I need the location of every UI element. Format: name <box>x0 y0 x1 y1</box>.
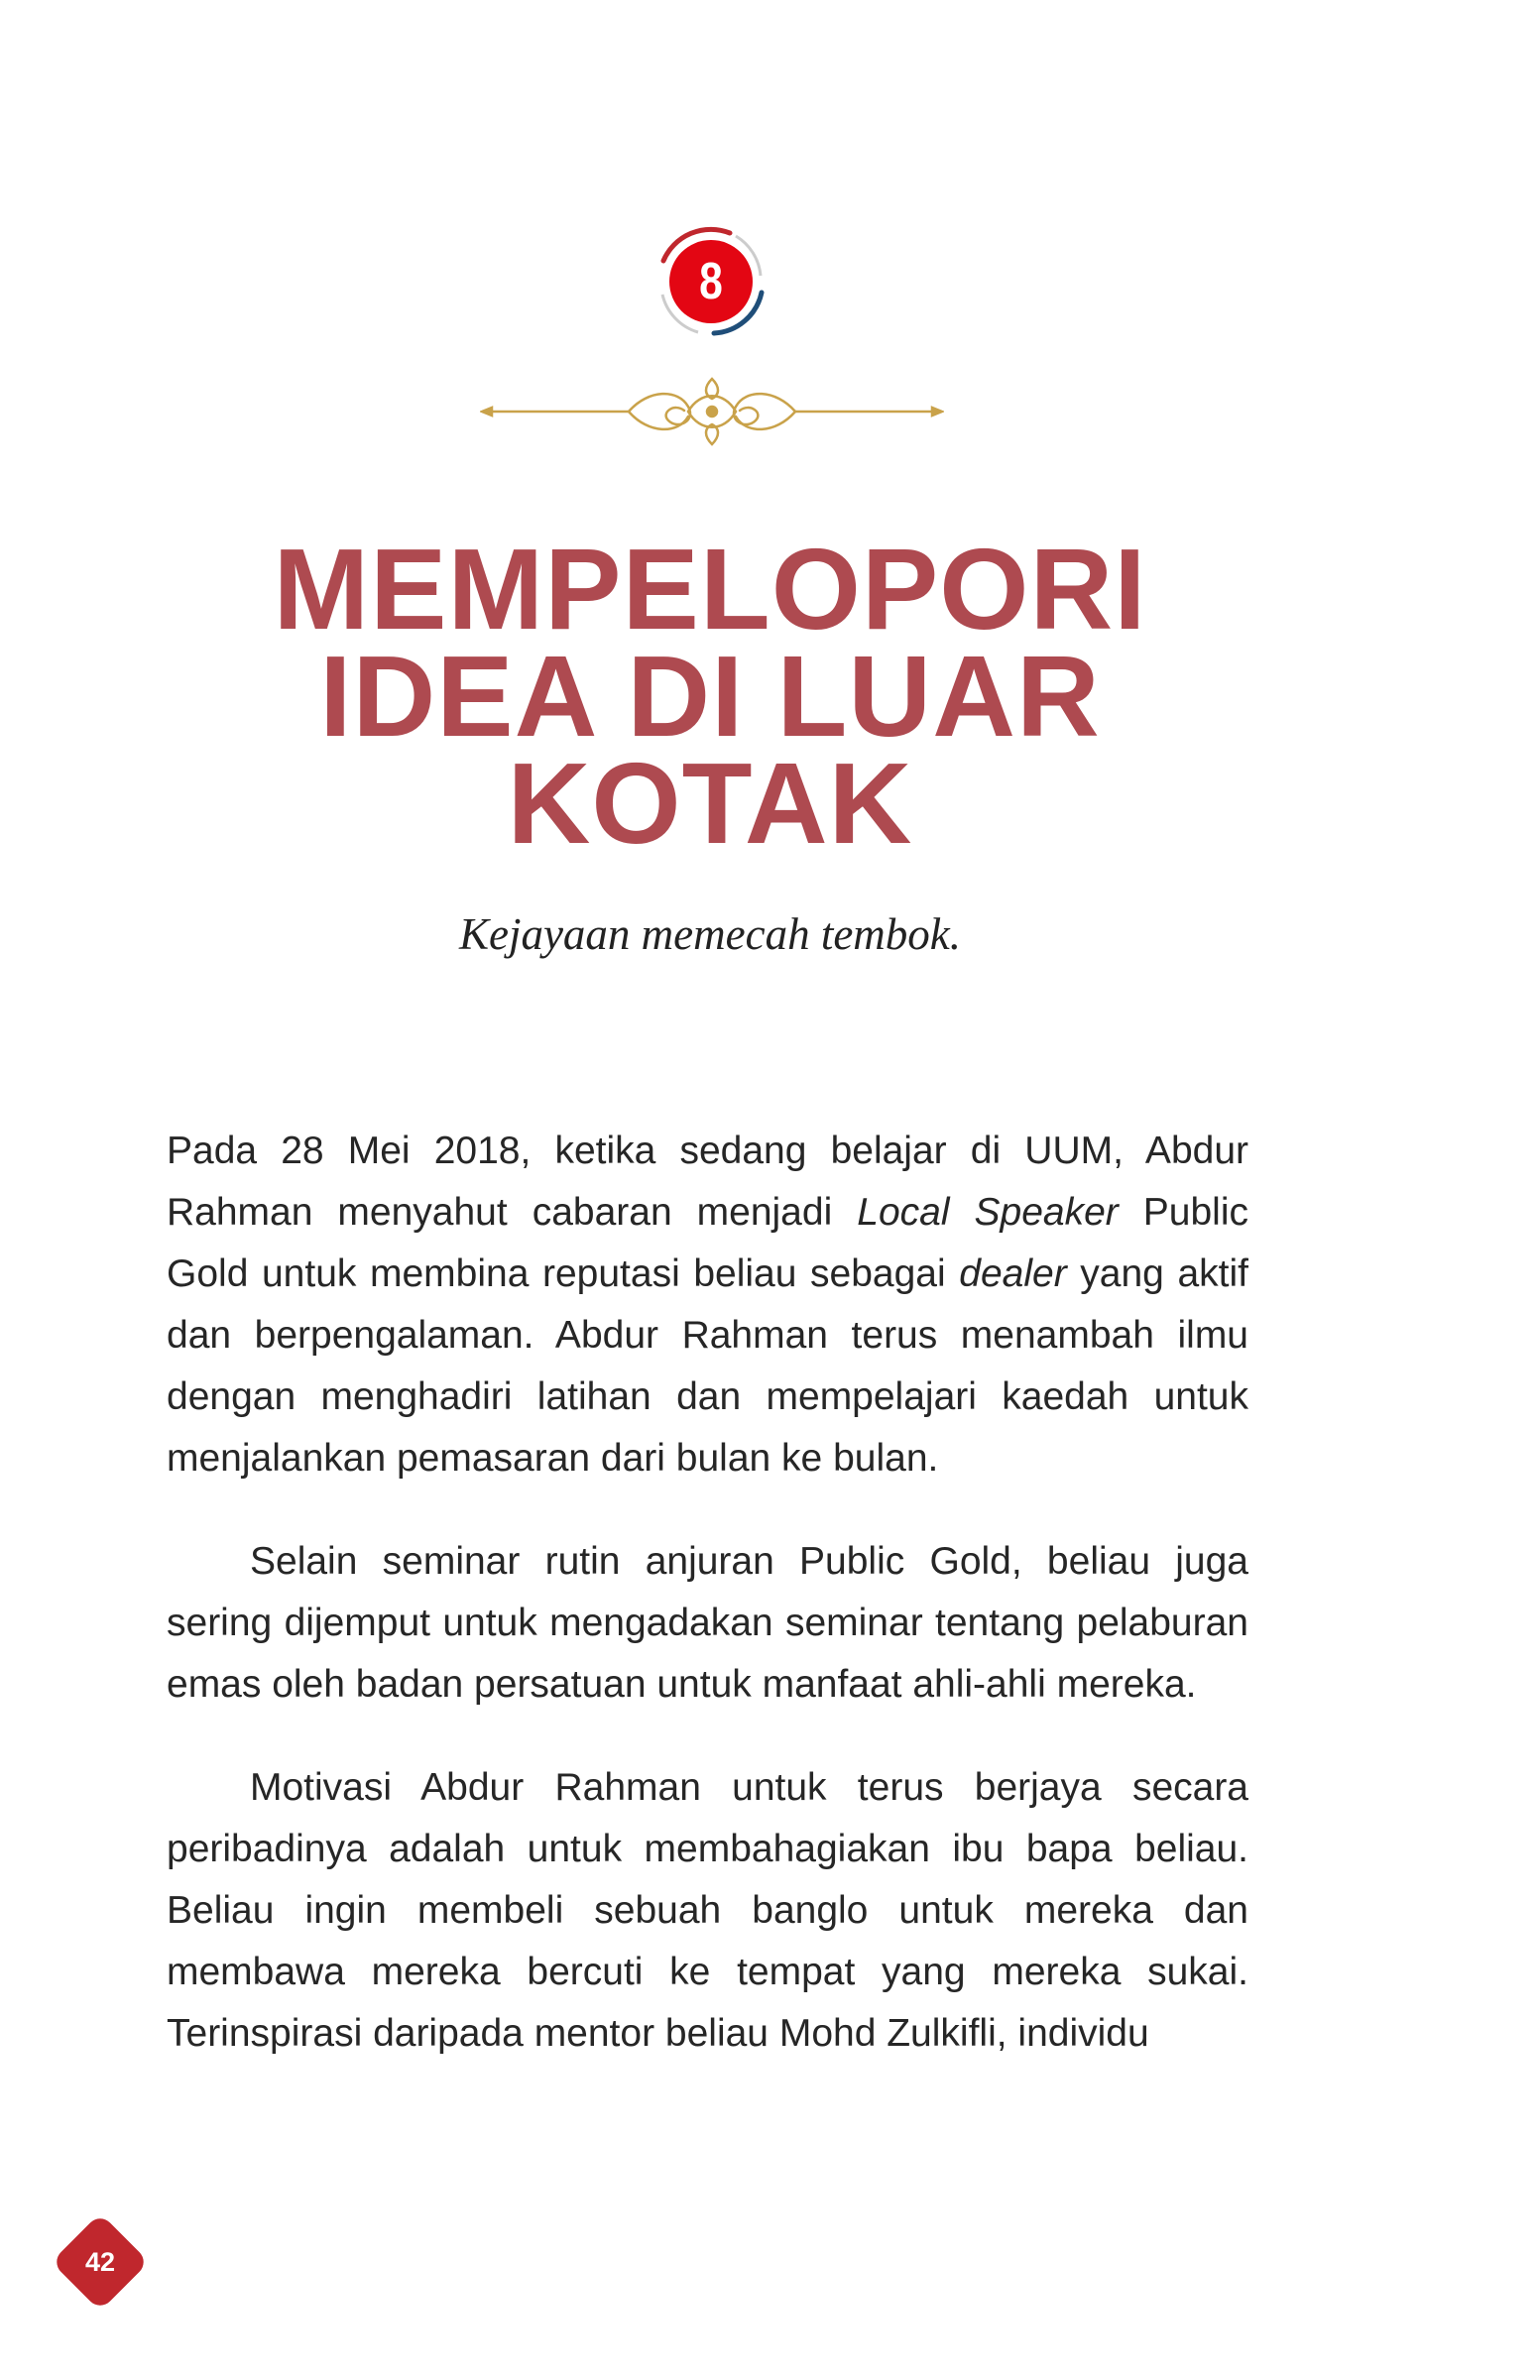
body-paragraph-1-emphasis-1: Local Speaker <box>857 1191 1119 1234</box>
flourish-ornament-icon <box>480 369 944 454</box>
body-paragraph-2: Selain seminar rutin anjuran Public Gold, beliau juga sering dijemput untuk mengadakan seminar tentang pelaburan emas oleh badan persatuan untuk manfaat ahli-ahli mereka. <box>167 1540 1248 1706</box>
body-paragraph-1-text-2: Public Gold untuk membina reputasi beliau sebagai <box>167 1191 1248 1295</box>
body-paragraph-1-text-1: Pada 28 Mei 2018, ketika sedang belajar di UUM, Abdur Rahman menyahut cabaran menjadi <box>167 1130 1248 1234</box>
page-number: 42 <box>84 2247 116 2277</box>
body-paragraph-1-emphasis-2: dealer <box>959 1252 1067 1295</box>
body-paragraph-1-text-3: yang aktif dan berpengalaman. Abdur Rahman terus menambah ilmu dengan menghadiri latihan dan mempelajari kaedah untuk menjalankan pemasaran dari bulan ke bulan. <box>167 1252 1248 1480</box>
body-text <box>167 1121 1248 2065</box>
chapter-title-line-3: KOTAK <box>507 739 913 868</box>
page-number-badge <box>52 2213 149 2311</box>
chapter-title <box>175 525 1245 868</box>
chapter-title-line-2: IDEA DI LUAR <box>319 632 1101 761</box>
body-paragraph-1 <box>167 1121 1248 1489</box>
chapter-subtitle: Kejayaan memecah tembok. <box>458 909 962 959</box>
chapter-number: 8 <box>699 253 723 310</box>
chapter-number-badge <box>651 221 771 342</box>
body-paragraph-3: Motivasi Abdur Rahman untuk terus berjaya secara peribadinya adalah untuk membahagiakan ibu bapa beliau. Beliau ingin membeli sebuah banglo untuk mereka dan membawa mereka bercuti ke tempat yang mereka sukai. Terinspirasi daripada mentor beliau Mohd Zulkifli, individu <box>167 1766 1248 2055</box>
chapter-title-line-1: MEMPELOPORI <box>273 525 1147 654</box>
